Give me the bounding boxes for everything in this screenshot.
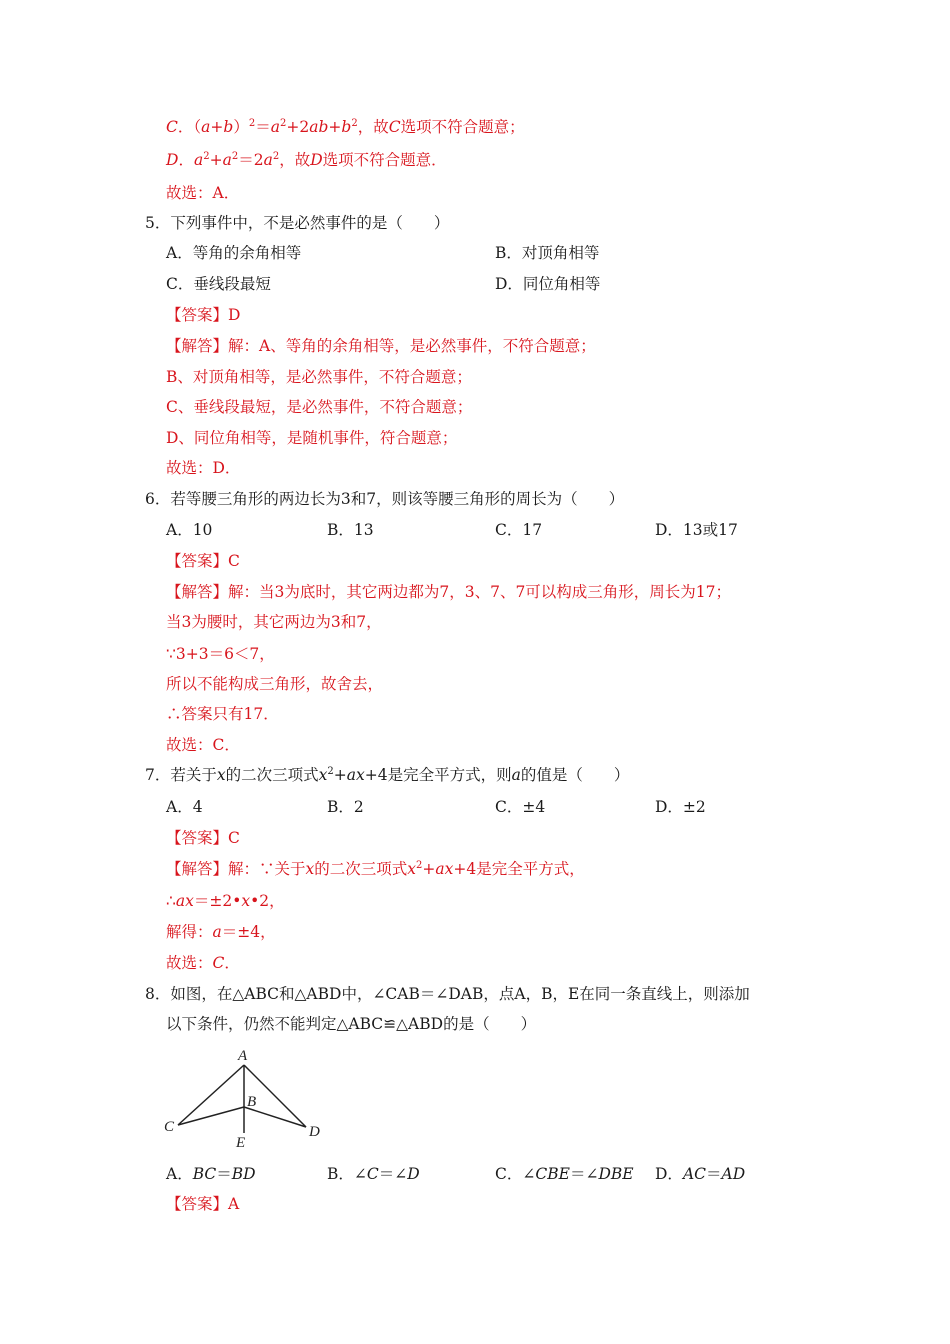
q5-stem: 5．下列事件中，不是必然事件的是（ ） [145,214,450,232]
q8-answer: 【答案】A [166,1195,240,1213]
label-e: E [236,1135,246,1151]
q5-option-d: D．同位角相等 [495,275,601,293]
solution-choose: 故选：A． [166,184,240,202]
q7-solution-line: 【解答】解：∵关于x的二次三项式$x^2+ax+4$是完全平方式， [166,860,585,878]
q6-solution-line: 【解答】解：当3为底时，其它两边都为7，3、7、7可以构成三角形，周长为17； [166,583,732,601]
q8-option-c: C．∠CBE＝∠DBE [495,1165,634,1183]
q6-option-c: C．17 [495,521,543,539]
q5-answer: 【答案】D [166,306,241,324]
q6-solution-line: ∵3+3＝6＜7， [166,645,275,663]
label-d: D [309,1124,320,1140]
q5-solution-line: 故选：D． [166,459,241,477]
q8-stem: 8．如图，在△ABC和△ABD中，∠CAB＝∠DAB，点A，B，E在同一条直线上，则添加 [145,985,750,1003]
q7-solution-line: 故选：C． [166,954,240,972]
q6-solution-line: 故选：C． [166,736,240,754]
q5-option-a: A．等角的余角相等 [166,244,302,262]
q7-solution-line: ∴ax＝±2•x•2， [166,892,285,910]
q6-option-b: B．13 [327,521,374,539]
q6-option-a: A．10 [166,521,213,539]
label-b: B [247,1094,257,1110]
q7-option-a: A．4 [166,798,203,816]
solution-line-c: C．$(a+b)^2=a^2+2ab+b^2$，故C选项不符合题意； [166,118,525,136]
q6-answer: 【答案】C [166,552,240,570]
q7-option-b: B．2 [327,798,364,816]
q8-stem-cont: 以下条件，仍然不能判定△ABC≌△ABD的是（ ） [166,1015,537,1033]
q6-solution-line: 所以不能构成三角形，故舍去， [166,675,384,693]
q5-solution-line: B、对顶角相等，是必然事件，不符合题意； [166,368,472,386]
q6-stem: 6．若等腰三角形的两边长为3和7，则该等腰三角形的周长为（ ） [145,490,625,508]
triangle-figure [160,1045,330,1155]
q8-option-a: A．BC＝BD [166,1165,256,1183]
q7-option-c: C．±4 [495,798,546,816]
q5-solution-line: 【解答】解：A、等角的余角相等，是必然事件，不符合题意； [166,337,596,355]
q8-option-d: D．AC＝AD [655,1165,746,1183]
q5-option-b: B．对顶角相等 [495,244,600,262]
q7-answer: 【答案】C [166,829,240,847]
label-c: C [164,1119,175,1135]
q6-solution-line: 当3为腰时，其它两边为3和7， [166,613,382,631]
solution-line-d: D．$a^2+a^2=2a^2$，故D选项不符合题意． [166,151,447,169]
q7-option-d: D．±2 [655,798,706,816]
q6-option-d: D．13或17 [655,521,738,539]
q6-solution-line: ∴答案只有17． [166,705,279,723]
q8-option-b: B．∠C＝∠D [327,1165,420,1183]
q7-solution-line: 解得：a＝±4， [166,923,276,941]
q5-solution-line: D、同位角相等，是随机事件，符合题意； [166,429,458,447]
q7-stem: 7．若关于x的二次三项式$x^2+ax+4$是完全平方式，则a的值是（ ） [145,766,630,784]
q5-option-c: C．垂线段最短 [166,275,271,293]
q5-solution-line: C、垂线段最短，是必然事件，不符合题意； [166,398,473,416]
label-a: A [238,1048,248,1064]
